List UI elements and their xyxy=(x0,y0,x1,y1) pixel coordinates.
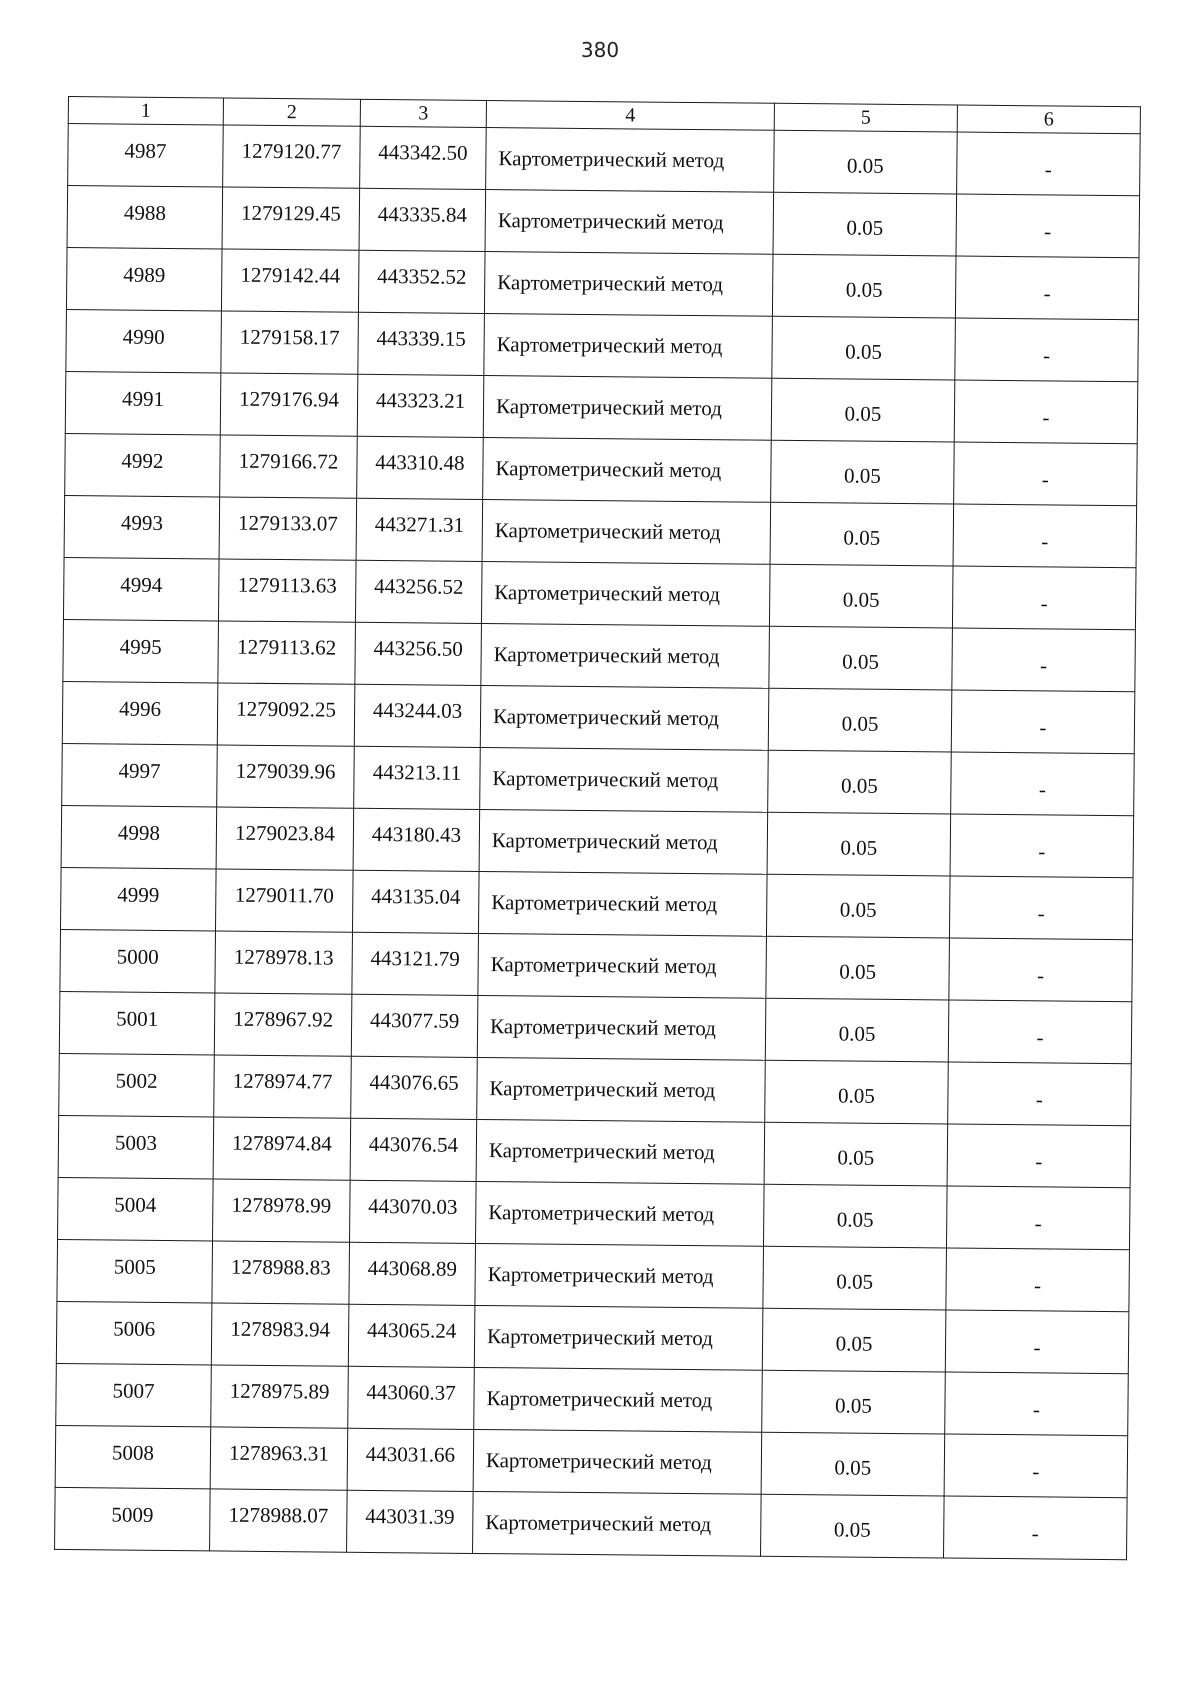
table-row xyxy=(62,681,1135,753)
note-cell: - xyxy=(944,1496,1128,1560)
point-number-cell: 4990 xyxy=(66,309,222,372)
note-cell: - xyxy=(949,876,1133,940)
x-coordinate-cell: 1278988.83 xyxy=(212,1241,350,1304)
table-row xyxy=(68,124,1141,196)
point-number-cell: 5008 xyxy=(55,1425,211,1488)
accuracy-cell: 0.05 xyxy=(761,1494,945,1558)
x-coordinate-cell: 1279158.17 xyxy=(221,311,359,374)
note-cell: - xyxy=(948,1062,1132,1126)
x-coordinate-cell: 1278978.13 xyxy=(215,931,353,994)
point-number-cell: 4994 xyxy=(63,557,219,620)
header-cell-2: 2 xyxy=(223,98,360,126)
accuracy-cell: 0.05 xyxy=(771,440,955,504)
y-coordinate-cell: 443256.50 xyxy=(355,622,482,685)
accuracy-cell: 0.05 xyxy=(766,874,950,938)
table-row xyxy=(66,309,1139,381)
accuracy-cell: 0.05 xyxy=(771,378,955,442)
method-cell: Картометрический метод xyxy=(478,871,767,936)
table-row xyxy=(60,867,1133,939)
point-number-cell: 4989 xyxy=(66,247,222,310)
point-number-cell: 5004 xyxy=(58,1177,214,1240)
note-cell: - xyxy=(948,1000,1132,1064)
x-coordinate-cell: 1279133.07 xyxy=(219,497,357,560)
point-number-cell: 5006 xyxy=(56,1301,212,1364)
point-number-cell: 5003 xyxy=(58,1115,214,1178)
method-cell: Картометрический метод xyxy=(473,1491,762,1556)
x-coordinate-cell: 1278974.77 xyxy=(214,1055,352,1118)
y-coordinate-cell: 443076.65 xyxy=(351,1056,478,1119)
y-coordinate-cell: 443031.39 xyxy=(347,1490,474,1553)
note-cell: - xyxy=(946,1186,1130,1250)
y-coordinate-cell: 443135.04 xyxy=(352,870,479,933)
x-coordinate-cell: 1279039.96 xyxy=(217,745,355,808)
y-coordinate-cell: 443213.11 xyxy=(354,746,481,809)
point-number-cell: 5002 xyxy=(59,1053,215,1116)
note-cell: - xyxy=(945,1310,1129,1374)
table-row xyxy=(59,1053,1132,1125)
page-number: 380 xyxy=(580,38,620,62)
accuracy-cell: 0.05 xyxy=(761,1432,945,1496)
table-row xyxy=(65,433,1138,505)
note-cell: - xyxy=(952,566,1136,630)
header-cell-1: 1 xyxy=(68,97,223,125)
note-cell: - xyxy=(954,380,1138,444)
x-coordinate-cell: 1278963.31 xyxy=(210,1427,348,1490)
method-cell: Картометрический метод xyxy=(481,561,770,626)
point-number-cell: 5009 xyxy=(55,1487,211,1550)
method-cell: Картометрический метод xyxy=(476,1119,765,1184)
y-coordinate-cell: 443077.59 xyxy=(351,994,478,1057)
coordinates-table xyxy=(54,96,1141,1560)
method-cell: Картометрический метод xyxy=(477,995,766,1060)
point-number-cell: 4996 xyxy=(62,681,218,744)
point-number-cell: 4987 xyxy=(68,124,224,187)
y-coordinate-cell: 443076.54 xyxy=(350,1118,477,1181)
y-coordinate-cell: 443180.43 xyxy=(353,808,480,871)
note-cell: - xyxy=(947,1124,1131,1188)
method-cell: Картометрический метод xyxy=(479,809,768,874)
point-number-cell: 4991 xyxy=(65,371,221,434)
x-coordinate-cell: 1279113.63 xyxy=(218,559,356,622)
x-coordinate-cell: 1278988.07 xyxy=(210,1489,348,1552)
x-coordinate-cell: 1279011.70 xyxy=(215,869,353,932)
accuracy-cell: 0.05 xyxy=(770,502,954,566)
table-row xyxy=(65,371,1138,443)
note-cell: - xyxy=(950,814,1134,878)
accuracy-cell: 0.05 xyxy=(769,564,953,628)
method-cell: Картометрический метод xyxy=(482,499,771,564)
x-coordinate-cell: 1278983.94 xyxy=(211,1303,349,1366)
method-cell: Картометрический метод xyxy=(483,376,772,441)
table-row xyxy=(60,929,1133,1001)
x-coordinate-cell: 1279176.94 xyxy=(220,373,358,436)
table-row xyxy=(58,1115,1131,1187)
x-coordinate-cell: 1279166.72 xyxy=(220,435,358,498)
x-coordinate-cell: 1279142.44 xyxy=(221,249,359,312)
y-coordinate-cell: 443335.84 xyxy=(359,188,486,251)
y-coordinate-cell: 443244.03 xyxy=(354,684,481,747)
y-coordinate-cell: 443121.79 xyxy=(352,932,479,995)
table-row xyxy=(56,1363,1129,1435)
y-coordinate-cell: 443256.52 xyxy=(355,560,482,623)
accuracy-cell: 0.05 xyxy=(765,1060,949,1124)
accuracy-cell: 0.05 xyxy=(768,750,952,814)
method-cell: Картометрический метод xyxy=(484,252,773,317)
table-row xyxy=(63,619,1136,691)
y-coordinate-cell: 443342.50 xyxy=(360,126,487,189)
accuracy-cell: 0.05 xyxy=(767,812,951,876)
note-cell: - xyxy=(957,132,1141,196)
accuracy-cell: 0.05 xyxy=(763,1246,947,1310)
note-cell: - xyxy=(955,318,1139,382)
x-coordinate-cell: 1278975.89 xyxy=(211,1365,349,1428)
table-row xyxy=(61,805,1134,877)
table-row xyxy=(62,743,1135,815)
point-number-cell: 4999 xyxy=(60,867,216,930)
point-number-cell: 5005 xyxy=(57,1239,213,1302)
table-row xyxy=(58,1177,1131,1249)
method-cell: Картометрический метод xyxy=(483,438,772,503)
x-coordinate-cell: 1279129.45 xyxy=(222,187,360,250)
x-coordinate-cell: 1279023.84 xyxy=(216,807,354,870)
note-cell: - xyxy=(956,194,1140,258)
accuracy-cell: 0.05 xyxy=(766,936,950,1000)
point-number-cell: 4997 xyxy=(62,743,218,806)
note-cell: - xyxy=(954,442,1138,506)
accuracy-cell: 0.05 xyxy=(773,192,957,256)
table-row xyxy=(55,1487,1128,1559)
y-coordinate-cell: 443323.21 xyxy=(357,374,484,437)
accuracy-cell: 0.05 xyxy=(765,998,949,1062)
point-number-cell: 4992 xyxy=(65,433,221,496)
note-cell: - xyxy=(955,256,1139,320)
point-number-cell: 4995 xyxy=(63,619,219,682)
table-row xyxy=(63,557,1136,629)
accuracy-cell: 0.05 xyxy=(772,316,956,380)
y-coordinate-cell: 443031.66 xyxy=(347,1428,474,1491)
accuracy-cell: 0.05 xyxy=(768,688,952,752)
header-cell-5: 5 xyxy=(774,103,957,132)
method-cell: Картометрический метод xyxy=(480,685,769,750)
method-cell: Картометрический метод xyxy=(475,1243,764,1308)
table-row xyxy=(55,1425,1128,1497)
method-cell: Картометрический метод xyxy=(481,623,770,688)
accuracy-cell: 0.05 xyxy=(772,254,956,318)
method-cell: Картометрический метод xyxy=(474,1305,763,1370)
point-number-cell: 4998 xyxy=(61,805,217,868)
note-cell: - xyxy=(949,938,1133,1002)
method-cell: Картометрический метод xyxy=(485,190,774,255)
point-number-cell: 4988 xyxy=(67,186,223,249)
accuracy-cell: 0.05 xyxy=(774,130,958,194)
accuracy-cell: 0.05 xyxy=(762,1370,946,1434)
y-coordinate-cell: 443271.31 xyxy=(356,498,483,561)
coordinates-table-container xyxy=(54,96,1140,1560)
accuracy-cell: 0.05 xyxy=(764,1122,948,1186)
accuracy-cell: 0.05 xyxy=(769,626,953,690)
note-cell: - xyxy=(944,1434,1128,1498)
x-coordinate-cell: 1279120.77 xyxy=(223,125,361,188)
table-row xyxy=(57,1239,1130,1311)
x-coordinate-cell: 1278967.92 xyxy=(214,993,352,1056)
note-cell: - xyxy=(951,752,1135,816)
y-coordinate-cell: 443060.37 xyxy=(348,1366,475,1429)
method-cell: Картометрический метод xyxy=(480,747,769,812)
header-cell-6: 6 xyxy=(957,105,1140,134)
table-row xyxy=(67,186,1140,258)
method-cell: Картометрический метод xyxy=(478,933,767,998)
y-coordinate-cell: 443065.24 xyxy=(348,1304,475,1367)
point-number-cell: 4993 xyxy=(64,495,220,558)
point-number-cell: 5007 xyxy=(56,1363,212,1426)
point-number-cell: 5001 xyxy=(59,991,215,1054)
note-cell: - xyxy=(952,628,1136,692)
method-cell: Картометрический метод xyxy=(474,1367,763,1432)
y-coordinate-cell: 443070.03 xyxy=(350,1180,477,1243)
y-coordinate-cell: 443352.52 xyxy=(358,250,485,313)
table-body xyxy=(55,124,1141,1560)
table-row xyxy=(56,1301,1129,1373)
accuracy-cell: 0.05 xyxy=(762,1308,946,1372)
x-coordinate-cell: 1279092.25 xyxy=(217,683,355,746)
y-coordinate-cell: 443339.15 xyxy=(358,312,485,375)
note-cell: - xyxy=(946,1248,1130,1312)
y-coordinate-cell: 443068.89 xyxy=(349,1242,476,1305)
header-cell-4: 4 xyxy=(486,101,774,131)
table-row xyxy=(59,991,1132,1063)
x-coordinate-cell: 1278978.99 xyxy=(213,1179,351,1242)
accuracy-cell: 0.05 xyxy=(763,1184,947,1248)
method-cell: Картометрический метод xyxy=(476,1181,765,1246)
note-cell: - xyxy=(945,1372,1129,1436)
x-coordinate-cell: 1279113.62 xyxy=(218,621,356,684)
y-coordinate-cell: 443310.48 xyxy=(357,436,484,499)
point-number-cell: 5000 xyxy=(60,929,216,992)
note-cell: - xyxy=(953,504,1137,568)
method-cell: Картометрический метод xyxy=(484,314,773,379)
table-row xyxy=(64,495,1137,567)
header-cell-3: 3 xyxy=(360,99,486,127)
method-cell: Картометрический метод xyxy=(477,1057,766,1122)
x-coordinate-cell: 1278974.84 xyxy=(213,1117,351,1180)
method-cell: Картометрический метод xyxy=(486,128,775,193)
table-row xyxy=(66,247,1139,319)
note-cell: - xyxy=(951,690,1135,754)
method-cell: Картометрический метод xyxy=(473,1429,762,1494)
